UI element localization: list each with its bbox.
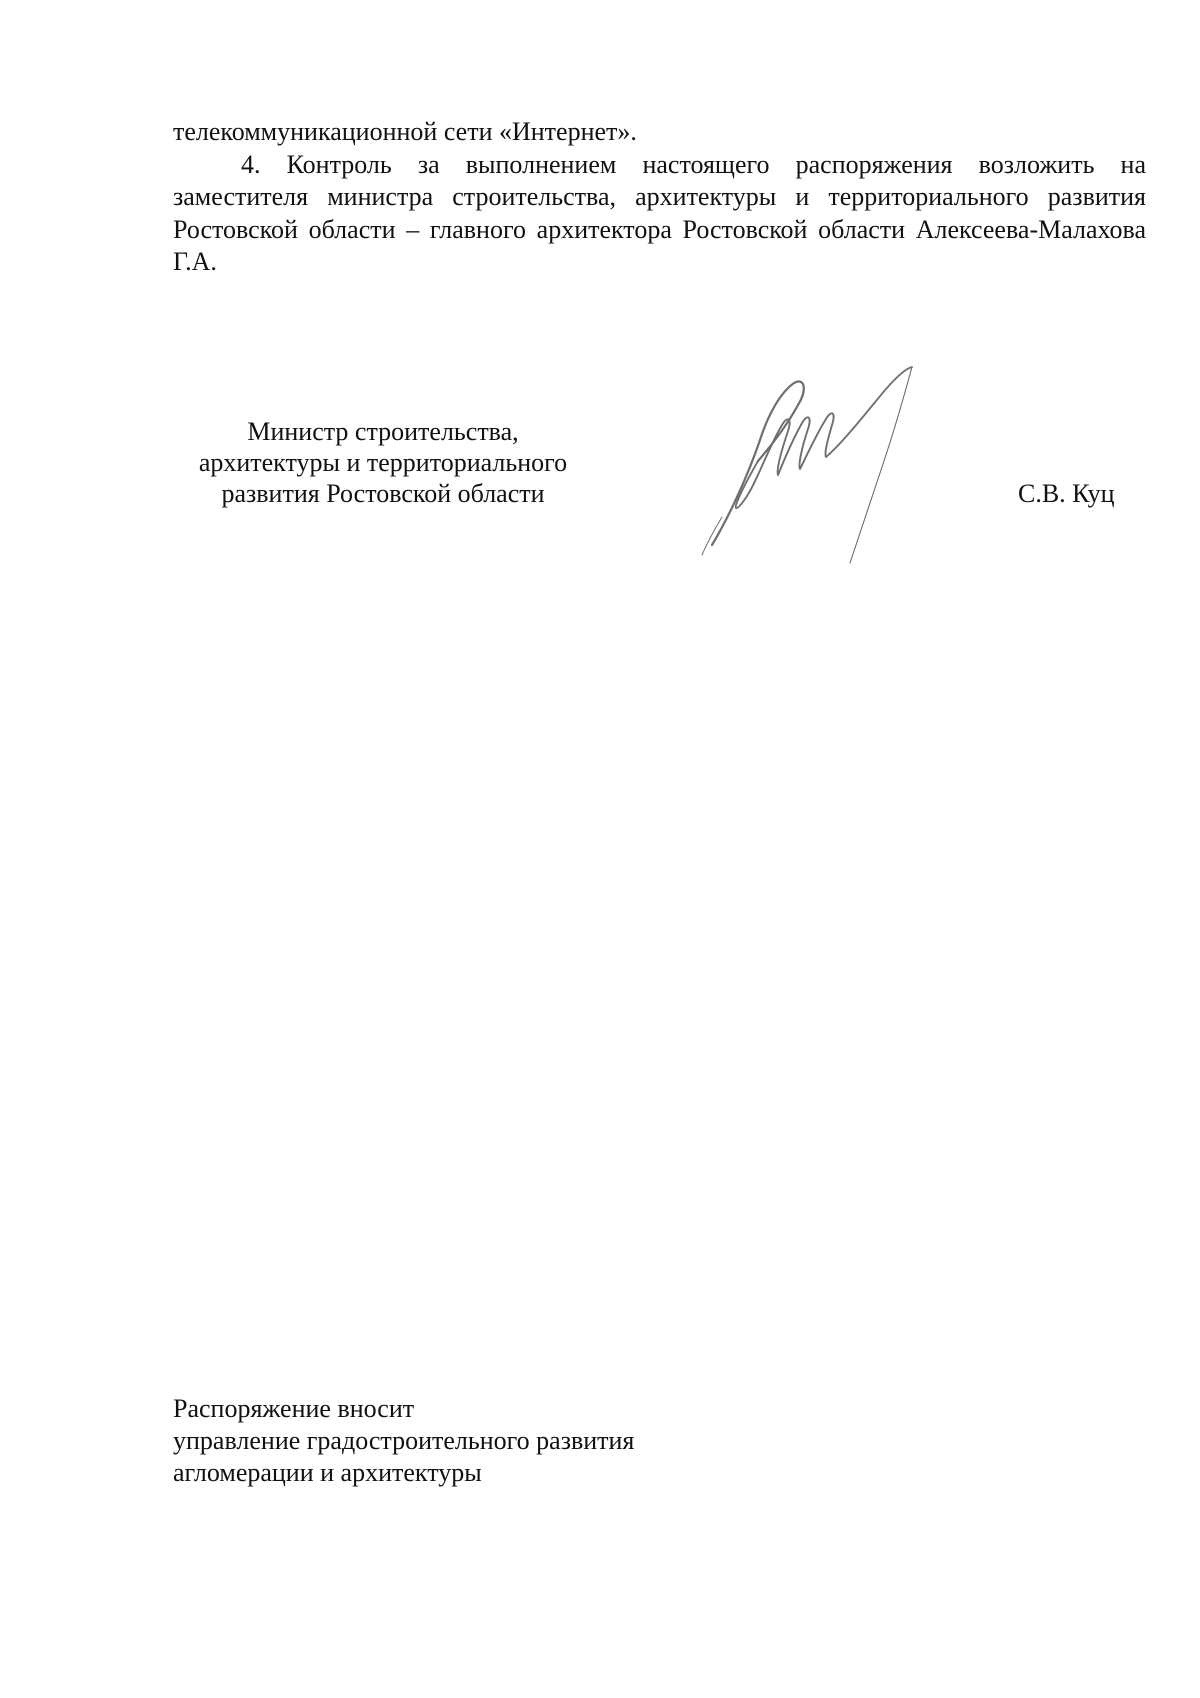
signer-name: С.В. Куц (1018, 479, 1115, 508)
continuation-text: телекоммуникационной сети «Интернет». (173, 117, 637, 146)
signer-position (173, 416, 593, 509)
signer-position-line: архитектуры и территориального (198, 448, 568, 477)
footer-note (173, 1393, 773, 1489)
document-body (173, 116, 1146, 279)
signer-position-line: Министр строительства, (247, 417, 519, 446)
footer-line: управление градостроительного развития (173, 1426, 635, 1455)
handwritten-signature (700, 365, 970, 565)
paragraph-4: 4. Контроль за выполнением настоящего распоряжения возложить на заместителя министра строительства, архитектуры и территориального развития Ростовской области – главного архитектора Ростовской области Алексеева-Малахова Г.А. (173, 149, 1146, 276)
footer-line: агломерации и архитектуры (173, 1458, 482, 1487)
footer-line: Распоряжение вносит (173, 1394, 415, 1423)
signer-position-line: развития Ростовской области (221, 479, 545, 508)
